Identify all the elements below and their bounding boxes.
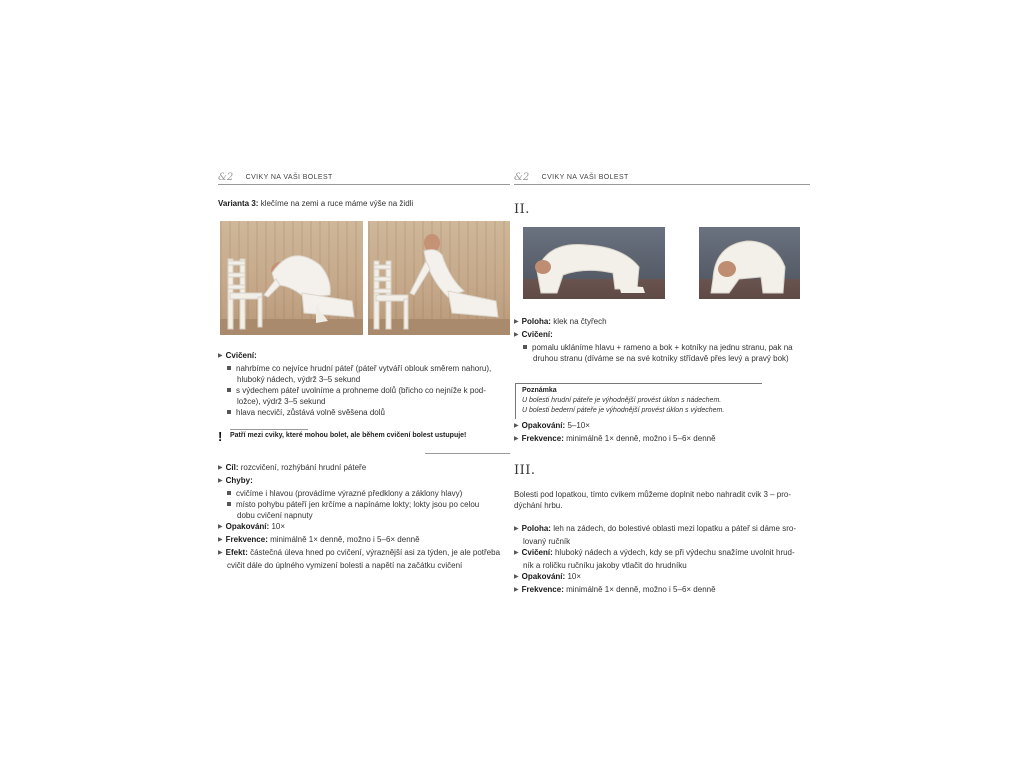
section-heading-iii: III.: [514, 463, 536, 478]
section-iii-intro: Bolesti pod lopatkou, tímto cvikem můžeme doplnit nebo nahradit cvik 3 – pro- dýchání hrbu.: [514, 490, 792, 510]
header-logo: &2: [514, 172, 530, 183]
exclamation-icon: !: [218, 429, 223, 444]
square-bullet-icon: [227, 491, 231, 495]
right-page-header: [514, 172, 810, 185]
note-line: U bolesti hrudní páteře je výhodnější provést úklon s nádechem.: [522, 397, 722, 404]
bullet-arrow-icon: ▶: [514, 436, 519, 442]
details-section: ▶ Cíl: rozcvičení, rozhýbání hrudní páteře ▶ Chyby: cvičíme i hlavou (provádíme výrazné předklony a záklony hlavy) místo pohybu páteří jen krčíme a napínáme lokty; lokty jsou po celou dobu cvičení napnuty ▶ Opakování: 10× ▶ Frekvence: minimálně 1× denně, možno i 5–6× denně ▶ Efekt: částečná úleva hned po cvičení, výraznější asi za týden, je ale potřeba cvičit dále do úplného vymizení bolesti a napětí na začátku cvičení: [218, 463, 501, 570]
bullet-arrow-icon: ▶: [514, 574, 519, 580]
exercise-photo-arched-back: [220, 221, 363, 335]
note-line: U bolesti bederní páteře je výhodnější provést úklon s výdechem.: [522, 407, 725, 414]
bullet-arrow-icon: ▶: [218, 478, 223, 484]
header-logo: &2: [218, 172, 234, 183]
square-bullet-icon: [227, 502, 231, 506]
square-bullet-icon: [227, 388, 231, 392]
note-title: Poznámka: [522, 387, 557, 394]
exercise-photo-sagging-back: [368, 221, 510, 335]
bullet-arrow-icon: ▶: [514, 587, 519, 593]
bullet-arrow-icon: ▶: [514, 319, 519, 325]
left-page-header: [218, 172, 510, 185]
bullet-arrow-icon: ▶: [514, 423, 519, 429]
note-box: [515, 383, 762, 419]
variant-heading: Varianta 3: klečíme na zemi a ruce máme výše na židli: [218, 199, 414, 208]
warning-rule-bottom: [425, 453, 510, 454]
section-ii-details: ▶ Poloha: klek na čtyřech ▶ Cvičení: pomalu ukláníme hlavu + rameno a bok + kotníky na jednu stranu, pak na druhou stranu (díváme se na své kotníky střídavě přes levý a pravý bok): [514, 317, 793, 363]
bullet-arrow-icon: ▶: [218, 353, 223, 359]
square-bullet-icon: [523, 345, 527, 349]
bullet-arrow-icon: ▶: [218, 550, 223, 556]
section-ii-frequency: ▶ Opakování: 5–10× ▶ Frekvence: minimálně 1× denně, možno i 5–6× denně: [514, 421, 716, 443]
header-title: CVIKY NA VAŠI BOLEST: [541, 174, 629, 181]
bullet-arrow-icon: ▶: [218, 524, 223, 530]
square-bullet-icon: [227, 366, 231, 370]
bullet-arrow-icon: ▶: [218, 537, 223, 543]
square-bullet-icon: [227, 410, 231, 414]
bullet-arrow-icon: ▶: [514, 550, 519, 556]
section-iii-details: ▶ Poloha: leh na zádech, do bolestivé oblasti mezi lopatku a páteř si dáme sro- lovaný ručník ▶ Cvičení: hluboký nádech a výdech, kdy se při výdechu snažíme uvolnit hrud- ník a roličku ručníku jakoby vtlačit do hrudníku ▶ Opakování: 10× ▶ Frekvence: minimálně 1× denně, možno i 5–6× denně: [514, 524, 797, 594]
header-title: CVIKY NA VAŠI BOLEST: [245, 174, 333, 181]
exercise-photo-kneel-side-right: [699, 227, 800, 299]
warning-rule-top: [230, 429, 308, 430]
bullet-arrow-icon: ▶: [218, 465, 223, 471]
bullet-arrow-icon: ▶: [514, 332, 519, 338]
exercise-photo-kneel-side-left: [523, 227, 665, 299]
cviceni-section: ▶ Cvičení: nahrbíme co nejvíce hrudní páteř (páteř vytváří oblouk směrem nahoru), hluboký nádech, výdrž 3–5 sekund s výdechem páteř uvolníme a prohneme dolů (břicho co nejníže k pod- ložce), výdrž 3–5 sekund hlava necvičí, zůstává volně svěšena dolů: [218, 351, 492, 417]
bullet-arrow-icon: ▶: [514, 526, 519, 532]
section-heading-ii: II.: [514, 202, 530, 217]
